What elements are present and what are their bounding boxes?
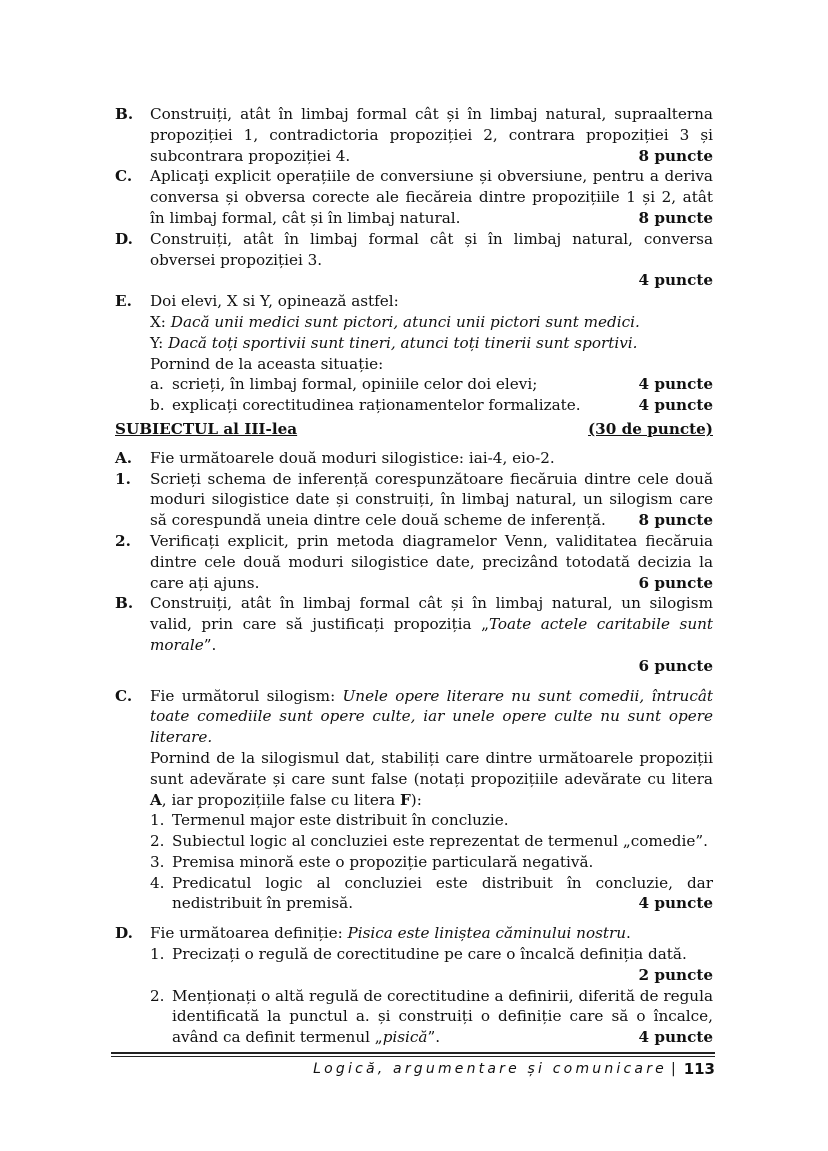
- letter-false: F: [400, 790, 411, 809]
- page-number: 113: [683, 1060, 715, 1078]
- item-label: D.: [115, 924, 133, 943]
- item-body: [150, 291, 713, 416]
- item-text: Construiți, atât în limbaj formal cât și în limbaj natural, supraalterna propoziției 1, contradictoria propoziției 2, contrara propoziției 3 și subcontrara propoziției 4.: [150, 105, 713, 165]
- item-label: E.: [115, 292, 132, 311]
- sub-item-a: [150, 374, 713, 395]
- section-title: SUBIECTUL al III-lea: [115, 419, 298, 438]
- item-body: [150, 593, 713, 676]
- question-3b: [115, 593, 713, 676]
- question-e: [115, 291, 713, 416]
- item-body: [150, 923, 713, 1048]
- points-badge: 6 puncte: [638, 656, 713, 675]
- sub-label: 3.: [150, 852, 165, 871]
- item-body: [150, 531, 713, 593]
- footer-title: Logică, argumentare și comunicare: [313, 1061, 667, 1077]
- footer-rule: [111, 1056, 715, 1057]
- item-text-end: ”.: [203, 635, 217, 654]
- points-badge: 8 puncte: [638, 146, 713, 165]
- section-points: (30 de puncte): [588, 419, 713, 438]
- opinion-y: [150, 333, 713, 354]
- item-text: Fie următoarele două moduri silogistice: iai-4, eio-2.: [150, 448, 555, 467]
- opinion-text: Dacă unii medici sunt pictori, atunci unii pictori sunt medici.: [170, 312, 640, 331]
- sub-body: [172, 873, 713, 915]
- item-text: Verificați explicit, prin metoda diagramelor Venn, validitatea fiecăruia dintre cele două moduri silogistice date, precizând totodată decizia la care ați ajuns.: [150, 531, 713, 592]
- sub-label: 1.: [150, 945, 165, 964]
- item-text: Doi elevi, X si Y, opinează astfel:: [150, 292, 399, 311]
- item-label: C.: [115, 167, 133, 186]
- points-badge: 4 puncte: [638, 396, 713, 415]
- item-quote: Toate actele caritabile sunt morale: [150, 615, 713, 654]
- item-label: A.: [115, 448, 133, 467]
- item-body: [150, 166, 713, 228]
- footer-rule: [111, 1052, 715, 1054]
- item-body: [150, 469, 713, 531]
- question-3a-2: [115, 531, 713, 593]
- section-heading: [115, 419, 713, 440]
- list-item: [150, 944, 713, 986]
- sub-body: [172, 374, 713, 395]
- footer-separator: |: [670, 1061, 676, 1077]
- sub-text: Predicatul logic al concluziei este distribuit în concluzie, dar nedistribuit în premisă.: [172, 873, 713, 913]
- item-text: Scrieți schema de inferență corespunzătoare fiecăruia dintre cele două moduri silogistice date și construiți, în limbaj natural, un silogism care să corespundă uneia dintre cele două scheme de inferență.: [150, 469, 713, 530]
- sub-text: explicați corectitudinea raționamentelor formalizate.: [172, 396, 581, 415]
- item-label: 2.: [115, 531, 131, 550]
- list-item: [150, 986, 713, 1048]
- sub-label: 1.: [150, 811, 165, 830]
- sub-body: [172, 944, 713, 986]
- question-b: [115, 104, 713, 166]
- sub-label: 4.: [150, 873, 165, 892]
- list-item: [150, 873, 713, 915]
- sub-body: [172, 395, 713, 416]
- lead-text: , iar propozițiile false cu litera: [161, 790, 400, 809]
- item-label: D.: [115, 229, 133, 248]
- sub-label: 2.: [150, 832, 165, 851]
- points-badge: 4 puncte: [638, 894, 713, 913]
- item-body: [150, 104, 713, 166]
- list-item: [150, 852, 713, 873]
- points-badge: 4 puncte: [638, 375, 713, 394]
- question-3c: [115, 686, 713, 915]
- list-item: [150, 831, 713, 852]
- opinion-label: X:: [150, 312, 166, 331]
- lead-text: Pornind de la silogismul dat, stabiliți care dintre următoarele propoziții sunt adevărate și care sunt false (notați propozițiile adevărate cu litera: [150, 748, 713, 788]
- intro-end: .: [626, 924, 631, 943]
- sub-text: Termenul major este distribuit în concluzie.: [172, 811, 509, 830]
- item-text: Construiți, atât în limbaj formal cât și în limbaj natural, conversa obversei propoziției 3.: [150, 229, 713, 269]
- points-badge: 8 puncte: [638, 511, 713, 530]
- item-lead: Pornind de la aceasta situație:: [150, 354, 384, 373]
- lead-text: ):: [410, 790, 422, 809]
- item-label: B.: [115, 594, 134, 613]
- sub-term: pisică: [382, 1028, 428, 1047]
- sub-text: scrieți, în limbaj formal, opiniile celor doi elevi;: [172, 375, 538, 394]
- page-content: [115, 104, 713, 1048]
- sub-body: [172, 986, 713, 1048]
- question-c: [115, 166, 713, 228]
- sub-item-b: [150, 395, 713, 416]
- item-label: B.: [115, 105, 134, 123]
- points-badge: 4 puncte: [638, 1028, 713, 1047]
- sub-text: Menționați o altă regulă de corectitudine a definirii, diferită de regula identificată la punctul a. și construiți o definiție care să o încalce, având ca definit termenul „: [172, 986, 713, 1047]
- definition-text: Pisica este liniștea căminului nostru: [347, 924, 627, 943]
- sub-label: 2.: [150, 986, 165, 1005]
- item-label: C.: [115, 686, 133, 705]
- sub-label: b.: [150, 396, 165, 415]
- letter-true: A: [150, 790, 162, 809]
- intro-text: Fie următorul silogism:: [150, 686, 343, 705]
- opinion-text: Dacă toți sportivii sunt tineri, atunci toți tinerii sunt sportivi.: [168, 333, 638, 352]
- sub-text: Premisa minoră este o propoziție particulară negativă.: [172, 852, 594, 871]
- sub-text: Subiectul logic al concluziei este reprezentat de termenul „comedie”.: [172, 832, 708, 851]
- question-3d: [115, 923, 713, 1048]
- question-d: [115, 229, 713, 291]
- syllogism-text: Unele opere literare nu sunt comedii, întrucât toate comediile sunt opere culte, iar unele opere culte nu sunt opere literare.: [150, 686, 713, 747]
- item-label: 1.: [115, 469, 131, 488]
- sub-text: Precizați o regulă de corectitudine pe care o încalcă definiția dată.: [172, 945, 687, 964]
- points-badge: 4 puncte: [638, 271, 713, 290]
- opinion-x: [150, 312, 713, 333]
- item-body: [150, 229, 713, 291]
- intro-text: Fie următoarea definiție:: [150, 924, 348, 943]
- opinion-label: Y:: [150, 333, 164, 352]
- item-intro: [150, 923, 713, 944]
- question-3a-1: [115, 469, 713, 531]
- page-footer: [313, 1059, 715, 1080]
- sub-text-end: ”.: [427, 1028, 441, 1047]
- item-lead: [150, 748, 713, 810]
- item-text: Aplicaţi explicit operațiile de conversiune și obversiune, pentru a deriva conversa și obversa corecte ale fiecăreia dintre propozițiile 1 și 2, atât în limbaj formal, cât și în limbaj natural.: [150, 167, 713, 227]
- question-3a: [115, 448, 713, 469]
- points-badge: 8 puncte: [638, 208, 713, 227]
- list-item: [150, 810, 713, 831]
- item-text: Construiți, atât în limbaj formal cât și în limbaj natural, un silogism valid, prin care să justificați propoziția „: [150, 594, 713, 634]
- points-badge: 2 puncte: [638, 965, 713, 984]
- item-body: [150, 686, 713, 915]
- sub-label: a.: [150, 375, 164, 394]
- points-badge: 6 puncte: [638, 573, 713, 592]
- item-intro: [150, 686, 713, 748]
